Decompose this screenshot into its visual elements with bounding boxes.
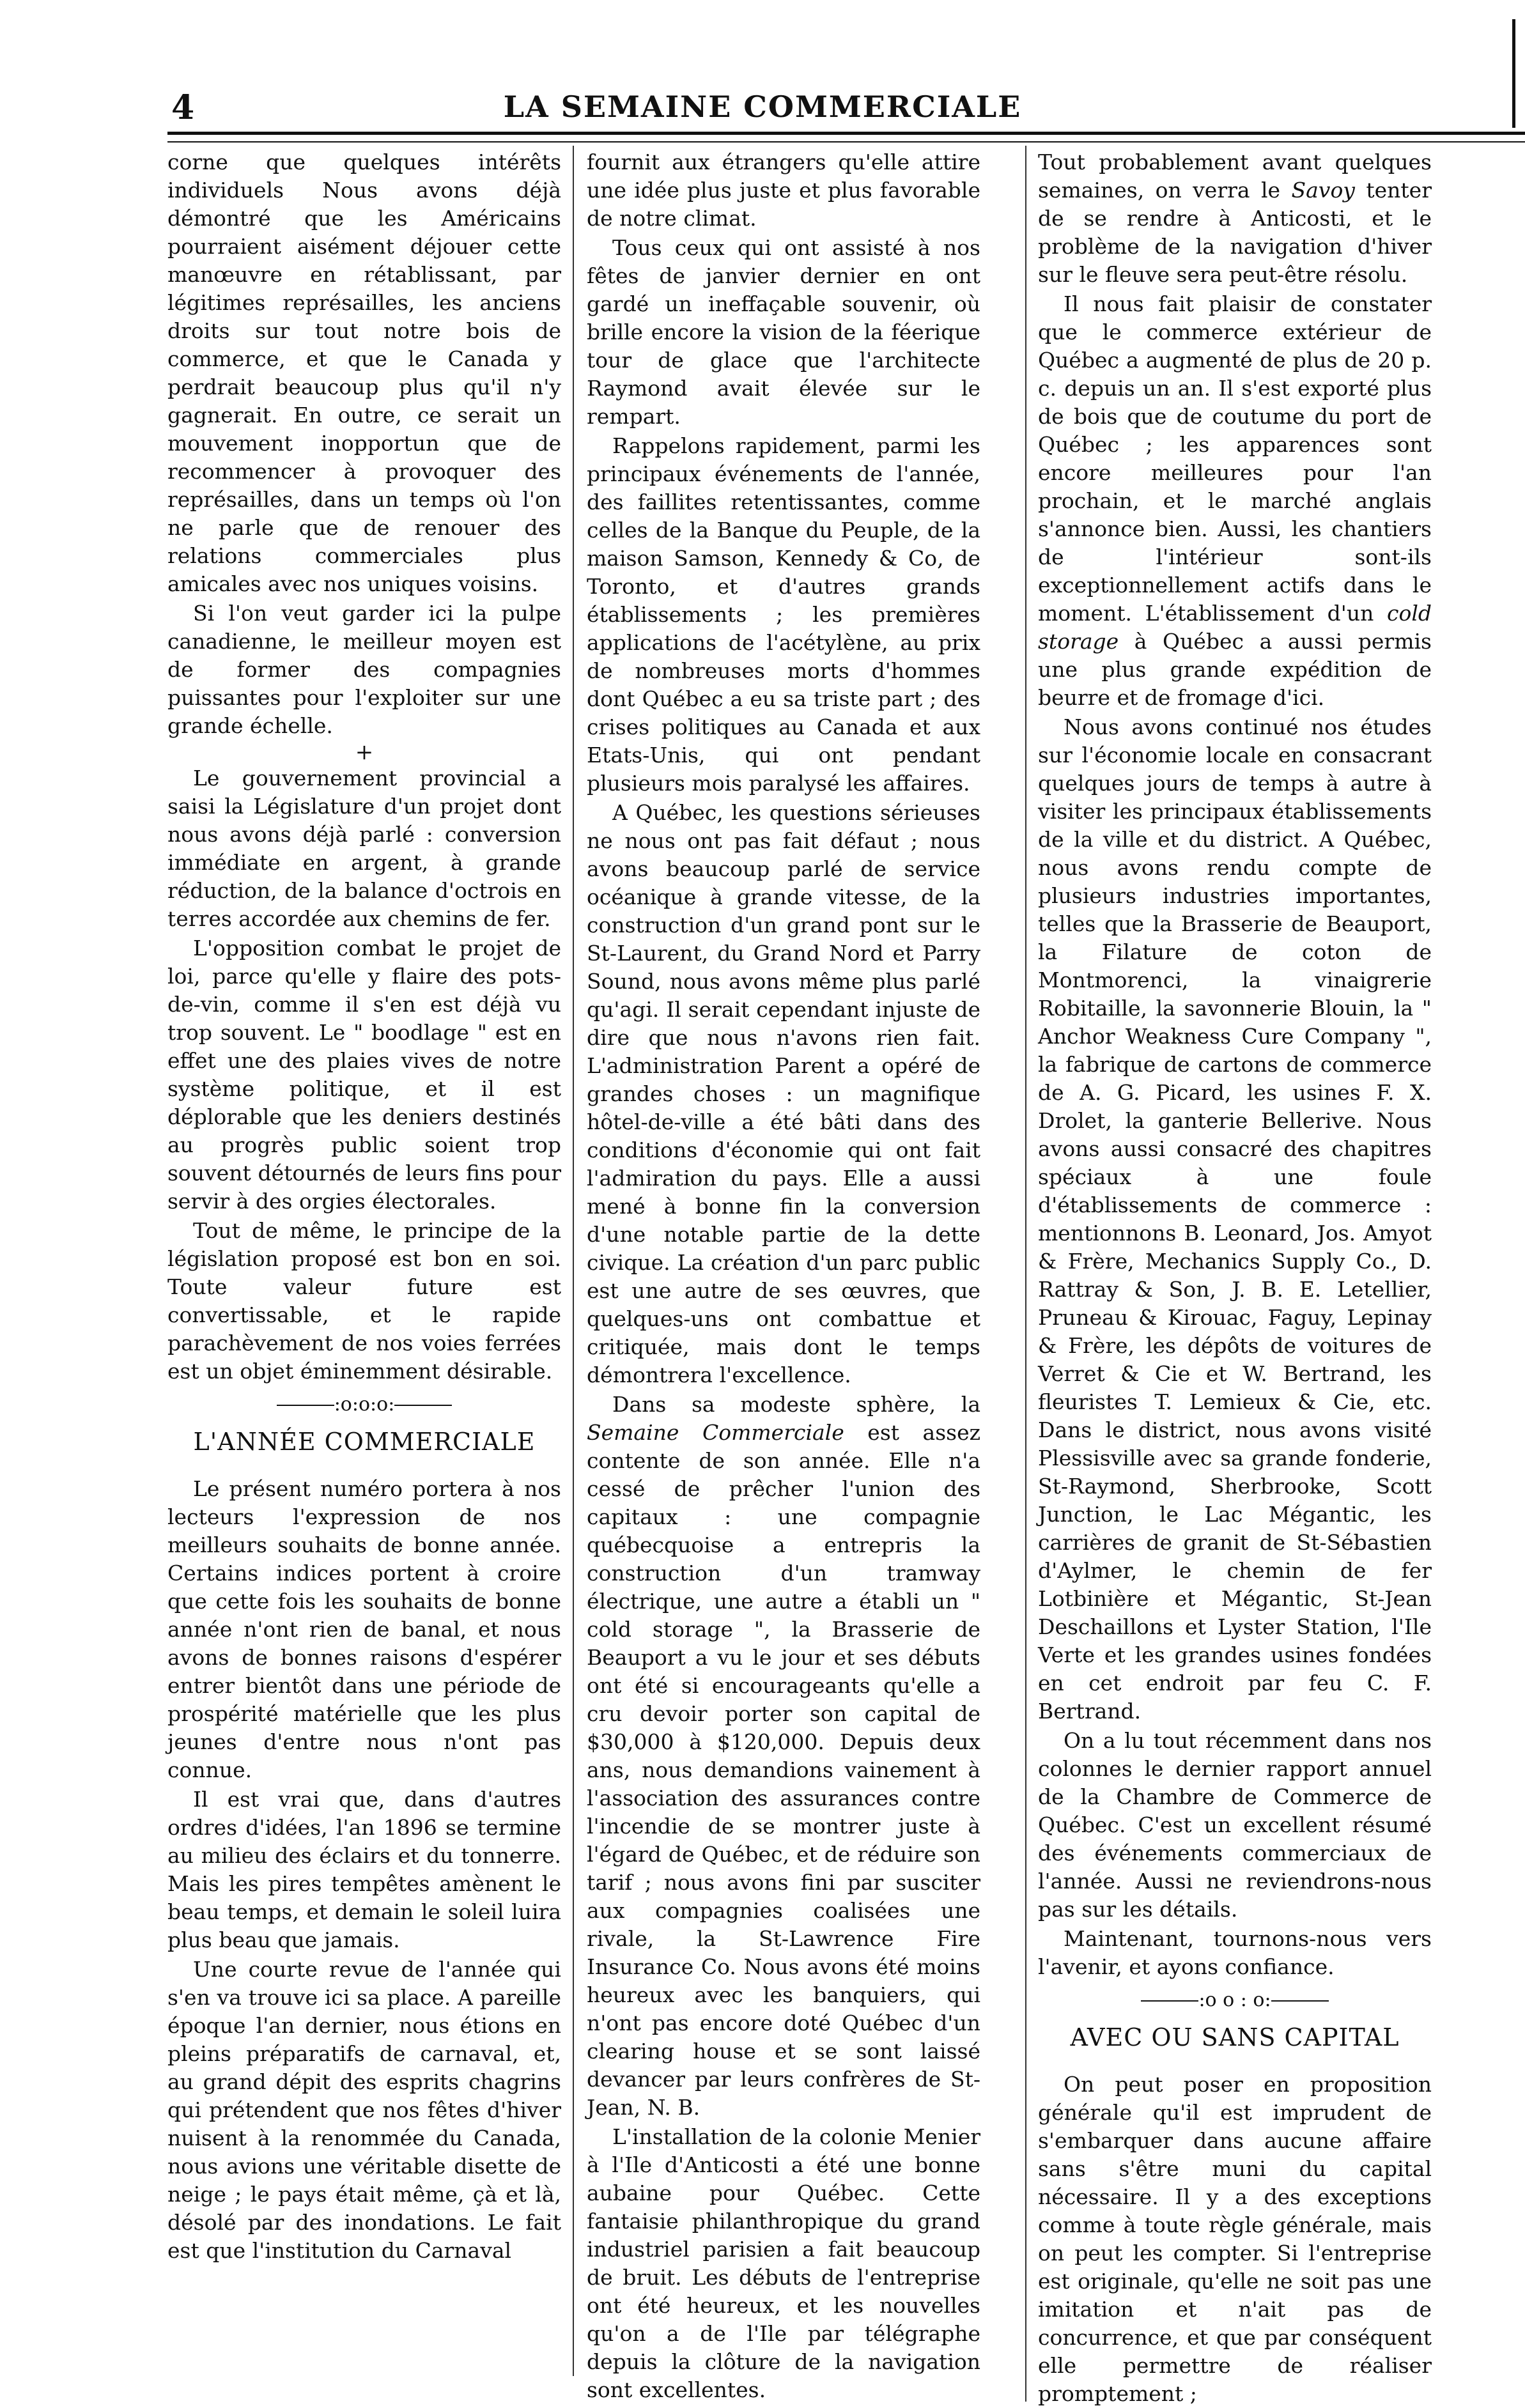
separator-line bbox=[394, 1405, 452, 1406]
paragraph: L'opposition combat le projet de loi, parce qu'elle y flaire des pots-de-vin, comme il s'en est déjà vu trop souvent. Le " boodlage " est en effet une des plaies vives de notre système politique, et il est déplorable que les deniers destinés au progrès public soient trop souvent détournés de leurs fins pour servir à des orgies électorales. bbox=[167, 936, 561, 1214]
paragraph: corne que quelques intérêts individuels Nous avons déjà démontré que les Américains pourraient aisément déjouer cette manœuvre en rétablissant, par légitimes représailles, les anciens droits sur tout notre bois de commerce, et que le Canada y perdrait beaucoup plus qu'il n'y gagnerait. En outre, ce serait un mouvement inopportun que de recommencer à provoquer des représailles, dans un temps où l'on ne parle que de renouer des relations commerciales plus amicales avec nos uniques voisins. bbox=[167, 150, 561, 596]
column-3 bbox=[1038, 148, 1432, 2406]
italic-term: cold storage bbox=[1038, 601, 1432, 654]
paragraph: Maintenant, tournons-nous vers l'avenir, et ayons confiance. bbox=[1038, 1926, 1432, 1979]
separator bbox=[1038, 1986, 1432, 2014]
separator-text: :o:o:o: bbox=[334, 1393, 395, 1416]
paragraph: L'installation de la colonie Menier à l'Ile d'Anticosti a été une bonne aubaine pour Québec. Cette fantaisie philanthropique du grand industriel parisien a fait beaucoup de bruit. Les débuts de l'entreprise ont été heureux, et les nouvelles qu'on a de l'Ile par télégraphe depuis la clôture de la navigation sont excellentes. bbox=[587, 2124, 980, 2402]
paragraph: On peut poser en proposition générale qu'il est imprudent de s'embarquer dans aucune affaire sans s'être muni du capital nécessaire. Il y a des exceptions comme à toute règle générale, mais on peut les compter. Si l'entreprise est originale, qu'elle ne soit pas une imitation et n'ait pas de concurrence, et que par conséquent elle permettre de réaliser promptement ; bbox=[1038, 2072, 1432, 2406]
paragraph: fournit aux étrangers qu'elle attire une idée plus juste et plus favorable de notre climat. bbox=[587, 150, 980, 231]
paragraph: Tout de même, le principe de la législation proposé est bon en soi. Toute valeur future est convertissable, et le rapide parachèvement de nos voies ferrées est un objet éminemment désirable. bbox=[167, 1218, 561, 1384]
paragraph: Une courte revue de l'année qui s'en va trouve ici sa place. A pareille époque l'an dernier, nous étions en pleins préparatifs de carnaval, et, au grand dépit des esprits chagrins qui prétendent que nos fêtes d'hiver nuisent à la renommée du Canada, nous avions une véritable disette de neige ; le pays était même, çà et là, désolé par des inondations. Le fait est que l'institution du Carnaval bbox=[167, 1957, 561, 2263]
column-2 bbox=[587, 148, 980, 2402]
separator-line bbox=[277, 1405, 334, 1406]
paragraph-text: à Québec a aussi permis une plus grande expédition de beurre et de fromage d'ici. bbox=[1038, 629, 1432, 710]
section-ornament: + bbox=[355, 739, 374, 765]
paragraph: Si l'on veut garder ici la pulpe canadienne, le meilleur moyen est de former des compagnies puissantes pour l'exploiter sur une grande échelle. bbox=[167, 601, 561, 738]
paragraph: Nous avons continué nos études sur l'économie locale en consacrant quelques jours de temps à autre à visiter les principaux établissements de la ville et du district. A Québec, nous avons rendu compte de plusieurs industries importantes, telles que la Brasserie de Beauport, la Filature de coton de Montmorenci, la vinaigrerie Robitaille, la savonnerie Blouin, la " Anchor Weakness Cure Company ", la fabrique de cartons de commerce de A. G. Picard, les usines F. X. Drolet, la ganterie Bellerive. Nous avons aussi consacré des chapitres spéciaux à une foule d'établissements de commerce : mentionnons B. Leonard, Jos. Amyot & Frère, Mechanics Supply Co., D. Rattray & Son, J. B. E. Letellier, Pruneau & Kirouac, Faguy, Lepinay & Frère, les dépôts de voitures de Verret & Cie et W. Bertrand, les fleuristes T. Lemieux & Cie, etc. Dans le district, nous avons visité Plessisville avec sa grande fonderie, St-Raymond, Sherbrooke, Scott Junction, le Lac Mégantic, les carrières de granit de St-Sébastien d'Aylmer, le chemin de fer Lotbinière et Mégantic, St-Jean Deschaillons et Lyster Station, l'Ile Verte et les grandes usines fondées en cet endroit par feu C. F. Bertrand. bbox=[1038, 714, 1432, 1724]
column-divider bbox=[1025, 146, 1026, 2402]
ship-name: Savoy bbox=[1291, 178, 1355, 203]
paragraph: Il est vrai que, dans d'autres ordres d'idées, l'an 1896 se termine au milieu des éclairs et du tonnerre. Mais les pires tempêtes amènent le beau temps, et demain le soleil luira plus beau que jamais. bbox=[167, 1787, 561, 1952]
paragraph: On a lu tout récemment dans nos colonnes le dernier rapport annuel de la Chambre de Commerce de Québec. C'est un excellent résumé des événements commerciaux de l'année. Aussi ne reviendrons-nous pas sur les détails. bbox=[1038, 1728, 1432, 1922]
paragraph-text: tenter de se rendre à Anticosti, et le problème de la navigation d'hiver sur le fleuve sera peut-être résolu. bbox=[1038, 178, 1432, 287]
masthead-title: LA SEMAINE COMMERCIALE bbox=[503, 89, 1022, 124]
paragraph: A Québec, les questions sérieuses ne nous ont pas fait défaut ; nous avons beaucoup parlé de service océanique à grande vitesse, de la construction d'un grand pont sur le St-Laurent, du Grand Nord et Parry Sound, nous avons même plus parlé qu'agi. Il serait cependant injuste de dire que nous n'avons rien fait. L'administration Parent a opéré de grandes choses : un magnifique hôtel-de-ville a été bâti dans des conditions d'économie qui ont fait l'admiration du pays. Elle a aussi mené à bonne fin la conversion d'une notable partie de la dette civique. La création d'un parc public est une autre de ses œuvres, que quelques-uns ont combattue et critiquée, mais dont le temps démontrera l'excellence. bbox=[587, 800, 980, 1387]
publication-title: Semaine Commerciale bbox=[587, 1420, 844, 1445]
paragraph-text: Dans sa modeste sphère, la bbox=[612, 1392, 980, 1417]
separator bbox=[167, 1391, 561, 1419]
article-heading: AVEC OU SANS CAPITAL bbox=[1070, 2023, 1400, 2051]
column-divider bbox=[573, 146, 574, 2376]
paragraph: Le gouvernement provincial a saisi la Législature d'un projet dont nous avons déjà parlé : conversion immédiate en argent, à grande réduction, de la balance d'octrois en terres accordée aux chemins de fer. bbox=[167, 766, 561, 931]
paragraph bbox=[1038, 148, 1432, 289]
separator-line bbox=[1141, 2000, 1198, 2002]
paragraph bbox=[1038, 290, 1432, 712]
paragraph-text: Tout probablement avant quelques semaines, on verra le bbox=[1038, 150, 1432, 203]
masthead-rule bbox=[167, 132, 1525, 143]
paragraph bbox=[587, 1391, 980, 2122]
paragraph: Le présent numéro portera à nos lecteurs l'expression de nos meilleurs souhaits de bonne année. Certains indices portent à croire que cette fois les souhaits de bonne année n'ont rien de banal, et nous avons de bonnes raisons d'espérer entrer bientôt dans une période de prospérité matérielle que les plus jeunes d'entre nous n'ont pas connue. bbox=[167, 1476, 561, 1782]
separator-text: :o o : o: bbox=[1198, 1989, 1271, 2011]
paragraph: Rappelons rapidement, parmi les principaux événements de l'année, des faillites retentissantes, comme celles de la Banque du Peuple, de la maison Samson, Kennedy & Co, de Toronto, et d'autres grands établissements ; les premières applications de l'acétylène, au prix de nombreuses morts d'hommes dont Québec a eu sa triste part ; des crises politiques au Canada et aux Etats-Unis, qui ont pendant plusieurs mois paralysé les affaires. bbox=[587, 433, 980, 796]
article-heading: L'ANNÉE COMMERCIALE bbox=[193, 1428, 536, 1456]
page-number: 4 bbox=[171, 88, 195, 127]
paragraph-text: est assez contente de son année. Elle n'a cessé de prêcher l'union des capitaux : une compagnie québecquoise a entrepris la construction d'un tramway électrique, une autre a établi un " cold storage ", la Brasserie de Beauport a vu le jour et ses débuts ont été si encourageants qu'elle a cru devoir porter son capital de $30,000 à $120,000. Depuis deux ans, nous demandions vainement à l'association des assurances contre l'incendie de se montrer juste à l'égard de Québec, et de réduire son tarif ; nous avons fini par susciter aux compagnies coalisées une rivale, la St-Lawrence Fire Insurance Co. Nous avons été moins heureux avec les banquiers, qui n'ont pas encore doté Québec d'un clearing house et se sont laissé devancer par leurs confrères de St-Jean, N. B. bbox=[587, 1420, 980, 2120]
paragraph-text: Il nous fait plaisir de constater que le commerce extérieur de Québec a augmenté de plus de 20 p. c. depuis un an. Il s'est exporté plus de bois que de coutume du port de Québec ; les apparences sont encore meilleures pour l'an prochain, et le marché anglais s'annonce bien. Aussi, les chantiers de l'intérieur sont-ils exceptionnellement actifs dans le moment. L'établissement d'un bbox=[1038, 291, 1432, 626]
column-1 bbox=[167, 148, 561, 2372]
paragraph: Tous ceux qui ont assisté à nos fêtes de janvier dernier en ont gardé un ineffaçable souvenir, où brille encore la vision de la féerique tour de glace que l'architecte Raymond avait élevée sur le rempart. bbox=[587, 235, 980, 429]
separator-line bbox=[1271, 2000, 1329, 2002]
